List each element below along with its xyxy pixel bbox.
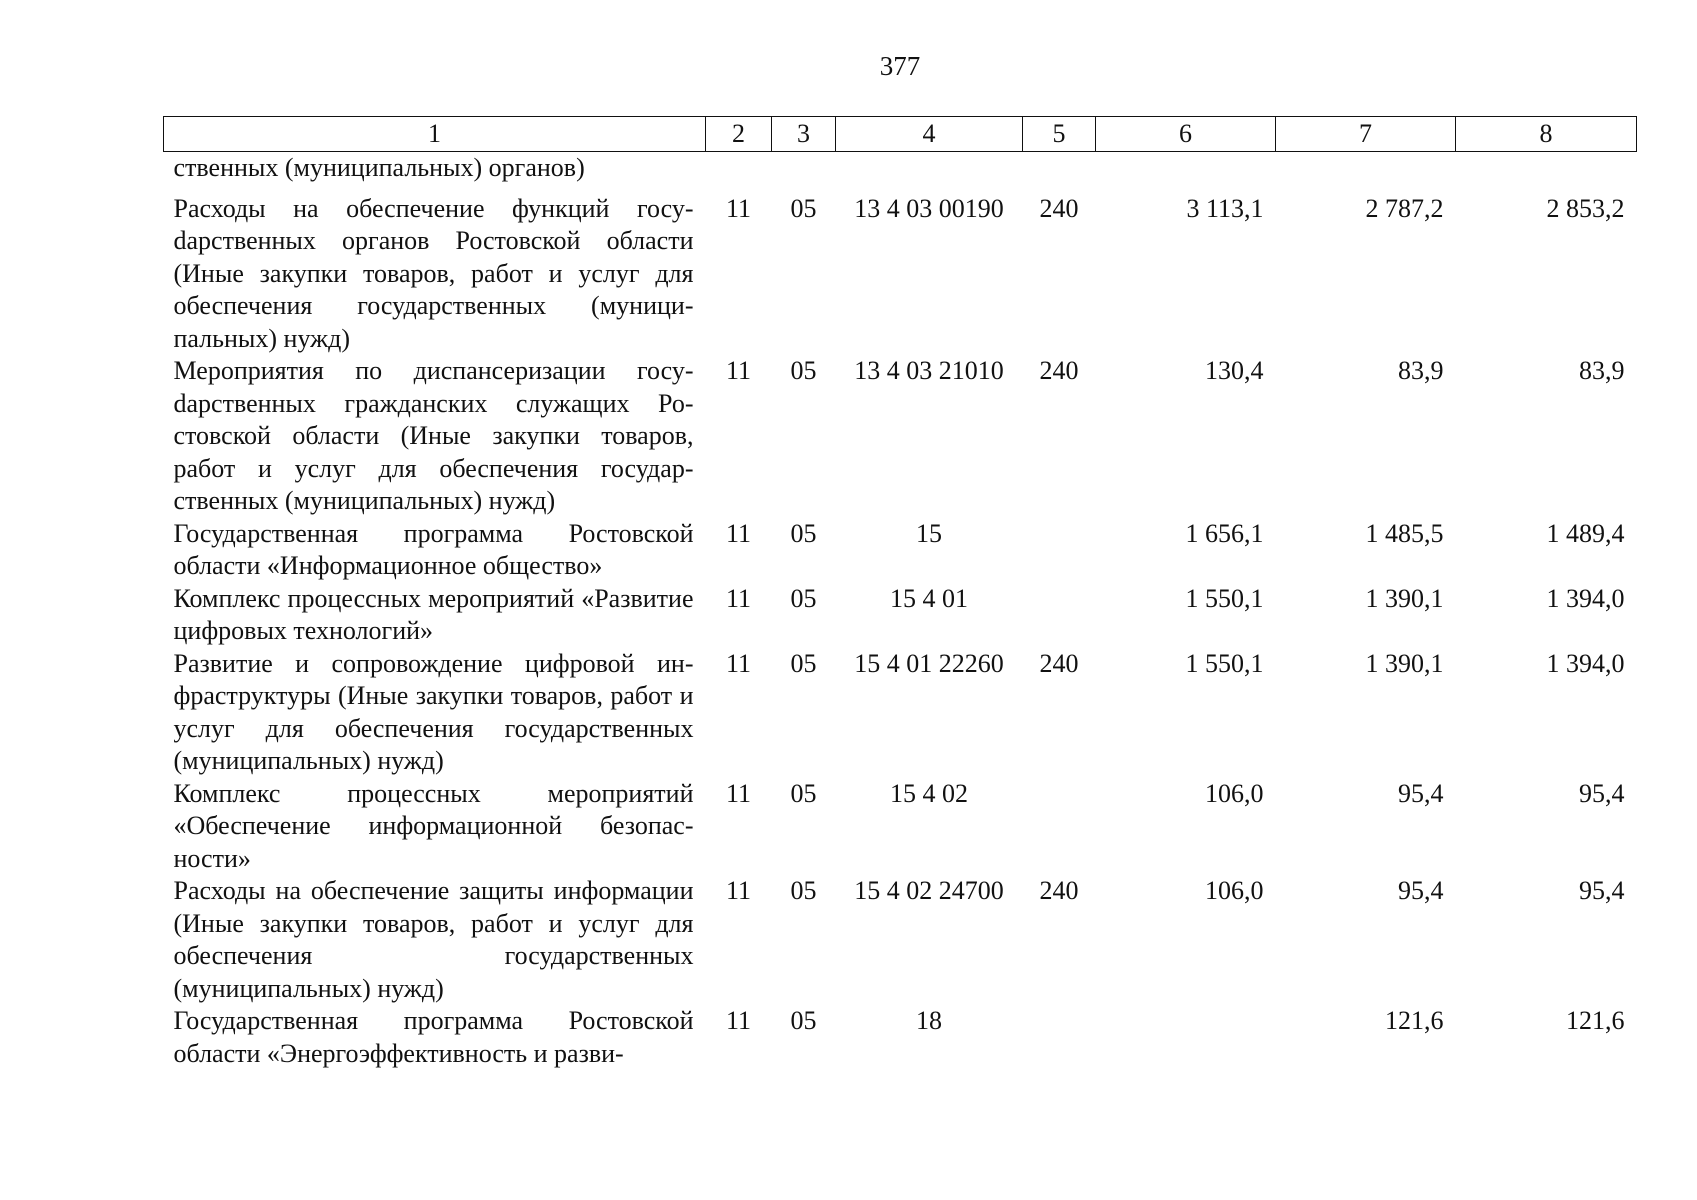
row-amount-7: 95,4 bbox=[1398, 876, 1444, 905]
row-description: Расходы на обеспечение защиты информации (Иные закупки товаров, работ и услуг для обеспечения государственных (муниципальных) нужд) bbox=[173, 876, 694, 1003]
table-row bbox=[164, 152, 1637, 185]
table-row bbox=[164, 583, 1637, 648]
row-amount-6: 1 550,1 bbox=[1185, 583, 1264, 613]
row-subsection: 05 bbox=[790, 876, 817, 905]
header-col-5: 5 bbox=[1023, 117, 1096, 152]
row-expense-type bbox=[1023, 1005, 1096, 1070]
row-expense-type: 240 bbox=[1039, 356, 1079, 385]
row-target-article: 15 bbox=[916, 518, 942, 548]
row-subsection bbox=[772, 152, 836, 185]
row-subsection: 05 bbox=[790, 356, 817, 385]
row-subsection: 05 bbox=[790, 778, 817, 808]
row-amount-8: 1 394,0 bbox=[1546, 583, 1625, 613]
row-amount-6: 106,0 bbox=[1205, 778, 1264, 808]
row-amount-6 bbox=[1096, 1005, 1276, 1070]
row-target-article: 15 4 01 bbox=[890, 583, 968, 613]
row-subsection: 05 bbox=[790, 1006, 817, 1035]
row-expense-type bbox=[1023, 778, 1096, 876]
row-description: ственных (муниципальных) органов) bbox=[173, 153, 585, 182]
row-description: Комплекс процессных мероприятий «Развитие цифровых технологий» bbox=[173, 583, 694, 645]
header-col-4: 4 bbox=[836, 117, 1023, 152]
row-description: Мероприятия по диспансеризации госуdарственных гражданских служащих Ростовской области (Иные закупки товаров, работ и услуг для обеспечения государственных (муниципальных) нужд) bbox=[173, 356, 694, 515]
table-row bbox=[164, 518, 1637, 583]
row-subsection: 05 bbox=[790, 518, 817, 548]
row-expense-type: 240 bbox=[1039, 648, 1079, 678]
row-amount-7: 1 390,1 bbox=[1365, 648, 1444, 678]
budget-table bbox=[163, 116, 1637, 1070]
row-section: 11 bbox=[725, 1006, 752, 1035]
header-col-2: 2 bbox=[706, 117, 772, 152]
row-expense-type: 240 bbox=[1039, 193, 1079, 223]
header-row bbox=[164, 117, 1637, 152]
header-col-8: 8 bbox=[1456, 117, 1637, 152]
row-amount-7: 2 787,2 bbox=[1365, 193, 1444, 223]
row-section: 11 bbox=[725, 778, 752, 808]
row-amount-7: 1 485,5 bbox=[1365, 518, 1444, 548]
row-amount-8: 2 853,2 bbox=[1546, 193, 1625, 223]
table-row bbox=[164, 1005, 1637, 1070]
row-amount-7: 121,6 bbox=[1385, 1006, 1444, 1035]
row-subsection: 05 bbox=[790, 193, 817, 223]
row-description: Развитие и сопровождение цифровой инфраструктуры (Иные закупки товаров, работ и услуг для обеспечения государственных (муниципальных) нужд) bbox=[173, 648, 694, 775]
row-expense-type: 240 bbox=[1039, 876, 1079, 905]
row-amount-8: 95,4 bbox=[1579, 778, 1625, 808]
table-row bbox=[164, 778, 1637, 876]
row-description: Государственная программа Ростовской области «Информационное общество» bbox=[173, 518, 694, 580]
table-header bbox=[164, 117, 1637, 152]
row-expense-type bbox=[1023, 518, 1096, 583]
row-amount-7: 83,9 bbox=[1398, 356, 1444, 385]
row-target-article: 15 4 01 22260 bbox=[854, 648, 1004, 678]
row-expense-type bbox=[1023, 583, 1096, 648]
row-target-article bbox=[836, 152, 1023, 185]
page-number: 377 bbox=[879, 51, 921, 81]
header-col-3: 3 bbox=[772, 117, 836, 152]
row-description: Государственная программа Ростовской области «Энергоэффективность и разви- bbox=[173, 1006, 694, 1068]
row-amount-6: 3 113,1 bbox=[1186, 193, 1264, 223]
row-amount-6: 130,4 bbox=[1205, 356, 1264, 385]
row-section: 11 bbox=[725, 518, 752, 548]
row-amount-8: 83,9 bbox=[1579, 356, 1625, 385]
row-amount-8: 1 489,4 bbox=[1546, 518, 1625, 548]
header-col-6: 6 bbox=[1096, 117, 1276, 152]
row-section: 11 bbox=[725, 193, 752, 223]
row-section: 11 bbox=[725, 648, 752, 678]
row-amount-7 bbox=[1276, 152, 1456, 185]
table-row bbox=[164, 875, 1637, 1005]
row-target-article: 13 4 03 00190 bbox=[854, 193, 1004, 223]
row-section: 11 bbox=[725, 583, 752, 613]
row-section bbox=[706, 152, 772, 185]
row-section: 11 bbox=[725, 876, 752, 905]
row-amount-6 bbox=[1096, 152, 1276, 185]
header-col-7: 7 bbox=[1276, 117, 1456, 152]
row-expense-type bbox=[1023, 152, 1096, 185]
table-row bbox=[164, 648, 1637, 778]
row-target-article: 18 bbox=[916, 1006, 942, 1035]
row-amount-7: 1 390,1 bbox=[1365, 583, 1444, 613]
row-amount-7: 95,4 bbox=[1398, 778, 1444, 808]
row-subsection: 05 bbox=[790, 648, 817, 678]
row-section: 11 bbox=[725, 356, 752, 385]
row-amount-6: 106,0 bbox=[1205, 876, 1264, 905]
row-amount-6: 1 550,1 bbox=[1185, 648, 1264, 678]
row-description: Комплекс процессных мероприятий «Обеспечение информационной безопасности» bbox=[173, 778, 694, 873]
table-row bbox=[164, 355, 1637, 518]
header-col-1: 1 bbox=[164, 117, 706, 152]
row-target-article: 15 4 02 bbox=[890, 778, 968, 808]
row-amount-8: 121,6 bbox=[1566, 1006, 1625, 1035]
table-body bbox=[164, 152, 1637, 1071]
row-target-article: 15 4 02 24700 bbox=[854, 876, 1004, 905]
row-description: Расходы на обеспечение функций госуdарственных органов Ростовской области (Иные закупки товаров, работ и услуг для обеспечения государственных (муниципальных) нужд) bbox=[173, 193, 694, 353]
row-amount-8: 1 394,0 bbox=[1546, 648, 1625, 678]
row-subsection: 05 bbox=[790, 583, 817, 613]
row-amount-8: 95,4 bbox=[1579, 876, 1625, 905]
row-amount-8 bbox=[1456, 152, 1637, 185]
table-row bbox=[164, 185, 1637, 356]
row-amount-6: 1 656,1 bbox=[1185, 518, 1264, 548]
row-target-article: 13 4 03 21010 bbox=[854, 356, 1004, 385]
